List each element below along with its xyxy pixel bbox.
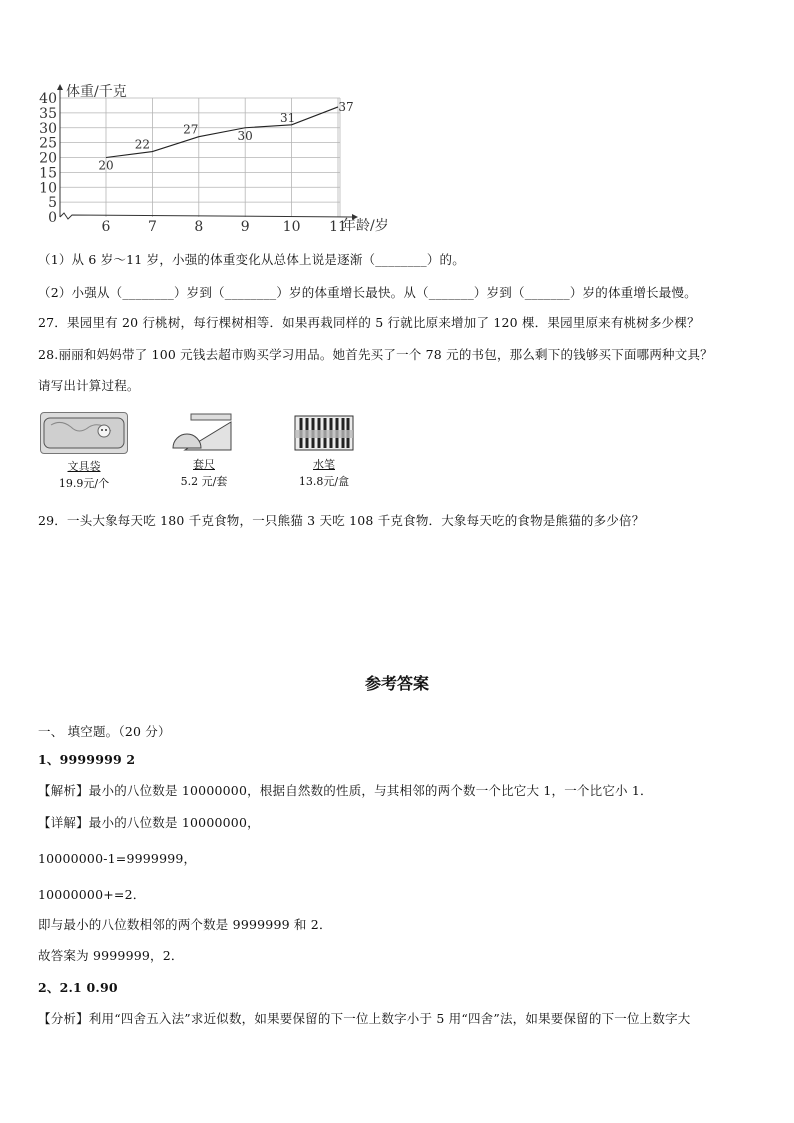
pencil-case-icon [40,412,128,454]
chart-axes [57,84,358,220]
data-label: 31 [279,110,296,125]
data-label: 20 [98,158,114,173]
y-tick-label: 30 [39,120,57,137]
answer1-head: 1、9999999 2 [38,752,136,767]
item-name: 水笔 [313,458,335,471]
y-tick-label: 5 [48,195,57,212]
answer2-analysis: 【分析】利用“四舍五入法”求近似数，如果要保留的下一位上数字小于 5 用“四舍”法，如果要保留的下一位上数字大 [38,1011,691,1026]
answers-section1: 一、 填空题。（20 分） [38,724,171,739]
answer1-calc1: 10000000-1=9999999， [38,851,197,866]
item-price: 19.9元/个 [58,477,110,490]
item-pencil-case [38,412,130,491]
data-label: 22 [134,137,151,152]
q29-text: 29．一头大象每天吃 180 千克食物，一只熊猫 3 天吃 108 千克食物．大象每天吃的食物是熊猫的多少倍？ [38,513,645,528]
item-name: 文具袋 [67,460,101,473]
x-axis-label: 年龄/岁 [342,218,389,234]
item-ruler-set [158,412,250,489]
answers-title: 参考答案 [364,674,429,693]
x-tick-label: 9 [240,219,250,235]
q26-sub2: （2）小强从（________）岁到（________）岁的体重增长最快。从（_______）岁到（_______）岁的体重增长最慢。 [38,285,697,300]
data-label: 30 [237,128,253,143]
x-tick-label: 8 [194,219,204,235]
item-price: 5.2 元/套 [180,475,228,488]
answer1-calc2: 10000000+=2． [38,887,146,902]
x-tick-label: 7 [147,219,157,235]
y-axis-label: 体重/千克 [66,84,127,100]
x-tick-labels [102,219,347,235]
q28-line2: 请写出计算过程。 [38,378,140,393]
x-tick-label: 6 [101,219,111,235]
item-name: 套尺 [193,458,215,471]
data-label: 27 [183,122,199,137]
item-price: 13.8元/盒 [298,475,350,488]
q27-text: 27．果园里有 20 行桃树，每行棵树相等．如果再栽同样的 5 行就比原来增加了 120 棵．果园里原来有桃树多少棵？ [38,315,700,330]
q26-sub1: （1）从 6 岁～11 岁，小强的体重变化从总体上说是逐渐（________）的。 [38,252,465,267]
answer1-conclusion2: 故答案为 9999999，2． [38,948,184,963]
weight-age-line-chart [34,78,414,238]
x-tick-label: 11 [329,219,347,235]
q28-line1: 28.丽丽和妈妈带了 100 元钱去超市购买学习用品。她首先买了一个 78 元的书包，那么剩下的钱够买下面哪两种文具？ [38,347,713,362]
y-tick-label: 25 [39,135,57,152]
x-tick-label: 10 [282,219,301,235]
answer2-head: 2、2.1 0.90 [38,980,118,995]
item-pen-box [278,412,370,489]
y-axis-arrow [57,84,63,90]
answer1-analysis: 【解析】最小的八位数是 10000000，根据自然数的性质，与其相邻的两个数一个比它大 1，一个比它小 1． [38,783,653,798]
y-tick-label: 20 [39,150,57,167]
ruler-set-icon [161,412,247,452]
pen-box-icon [281,412,367,452]
y-tick-labels [39,91,57,226]
answer1-detail: 【详解】最小的八位数是 10000000， [38,815,260,830]
chart-grid [60,98,340,217]
answer1-conclusion1: 即与最小的八位数相邻的两个数是 9999999 和 2． [38,917,332,932]
y-tick-label: 35 [39,105,57,122]
y-tick-label: 10 [39,180,57,197]
y-tick-label: 15 [39,165,57,182]
y-tick-label: 40 [39,91,57,107]
y-tick-label: 0 [48,210,57,226]
data-labels [98,100,353,173]
data-label: 37 [338,99,354,114]
